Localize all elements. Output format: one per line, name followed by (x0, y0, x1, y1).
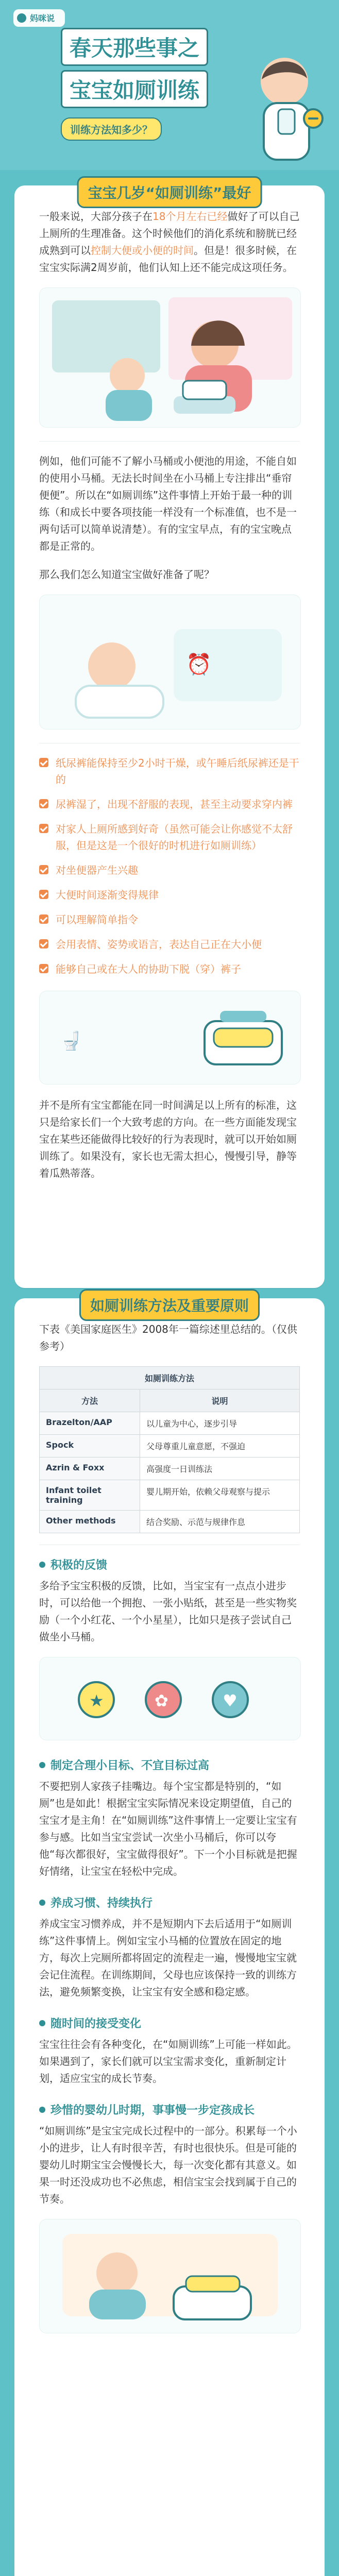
potty-illustration (39, 991, 301, 1084)
flower-icon: ✿ (155, 1691, 168, 1710)
checklist-item: 对家人上厕所感到好奇（虽然可能会让你感觉不太舒服，但是这是一个很好的时机进行如厕训练） (39, 821, 300, 854)
table-body (40, 1412, 300, 1533)
checklist-item: 大便时间逐渐变得规律 (39, 887, 300, 903)
hero-title-line-2: 宝宝如厕训练 (61, 70, 208, 108)
principle-title: 养成习惯、持续执行 (39, 1894, 300, 1910)
principle-item (39, 2102, 300, 2335)
bullet-icon (39, 1762, 45, 1768)
table-row: Infant toilet training 婴儿期开始，依赖父母观察与提示 (40, 1480, 300, 1511)
bullet-icon (39, 1562, 45, 1568)
principle-text: 多给予宝宝积极的反馈，比如，当宝宝有一点点小进步时，可以给他一个拥抱、一张小贴纸，甚至是一些实物奖励（一个小红花、一个小星星），比如只是孩子尝试自己做坐小马桶。 (39, 1580, 297, 1643)
principle-title: 积极的反馈 (39, 1556, 300, 1572)
table-row: Other methods 结合奖励、示范与规律作息 (40, 1511, 300, 1533)
principle-item (39, 1556, 300, 1742)
principle-title: 随时间的接受变化 (39, 2015, 300, 2031)
checklist-item: 尿裤湿了，出现不舒服的表现，甚至主动要求穿内裤 (39, 796, 300, 812)
bullet-icon (39, 2020, 45, 2026)
table-header-method: 方法 (40, 1389, 140, 1412)
clock-icon: ⏰ (186, 653, 212, 676)
p1-text-a: 一般来说，大部分孩子在 (39, 210, 152, 223)
check-icon (39, 939, 48, 948)
potty-icon: 🚽 (60, 1031, 82, 1052)
section-2-tag: 如厕训练方法及重要原则 (79, 1289, 260, 1321)
p1-highlight-b: 控制大便或小便的时间 (91, 244, 194, 257)
check-icon (39, 865, 48, 874)
principle-text: “如厕训练”是宝宝完成长过程中的一部分。积累每一个小小的进步，让人有时很辛苦，有时也很快乐。但是可能的婴幼儿时期宝宝会慢慢长大，每一次变化都有其意义。如果一时还没成功也不必焦虑，相信宝宝会找到属于自己的节奏。 (39, 2125, 297, 2205)
toddler-potty-illustration (39, 287, 301, 428)
doctor-illustration (237, 41, 330, 165)
star-icon: ★ (89, 1691, 104, 1710)
check-icon (39, 824, 48, 833)
checklist-item: 会用表情、姿势或语言，表达自己正在大小便 (39, 936, 300, 953)
principle-text: 不要把别人家孩子挂嘴边。每个宝宝都是特别的，“如厕”也是如此！根据宝宝实际情况来设定期望值，自己的宝宝才是主角！在“如厕训练”这件事情上一定要让宝宝有参与感。比如当宝宝尝试一次坐小马桶后，你可以夸他“每次都很好，宝宝做得很好”。下一个小目标就是把握好情绪，让宝宝在轻松中完成。 (39, 1780, 297, 1877)
principle-title: 制定合理小目标、不宜目标过高 (39, 1757, 300, 1773)
table-title: 如厕训练方法 (40, 1367, 300, 1389)
checklist-item: 对坐便器产生兴趣 (39, 862, 300, 878)
check-icon (39, 914, 48, 924)
table-title-row (40, 1367, 300, 1389)
p1-text-b: 做好了可以自己上厕所的生理准备。这个时候他们的消化系统和膀胱已经成熟到可以 (39, 210, 300, 257)
hero-subtitle: 训练方法知多少？ (61, 117, 162, 141)
checklist-item: 纸尿裤能保持至少2小时干燥，或午睡后纸尿裤还是干的 (39, 755, 300, 788)
principle-item (39, 1894, 300, 2001)
check-icon (39, 964, 48, 973)
section-card-1 (14, 185, 325, 1288)
p1-text-c: 。但是！很多时候，在宝宝实际满2周岁前，他们认知上还不能完成这项任务。 (39, 244, 297, 274)
section-1-paragraph-2: 例如，他们可能不了解小马桶或小便池的用途，不能自如的使用小马桶。无法长时间坐在小马桶上专注排出“垂帘便便”。所以在“如厕训练”这件事情上开始于最一种的训练（和成长中要各项技能一样没有一个标准值，也不是一两句话可以简单说清楚）。有的宝宝早点，有的宝宝晚点都是正常的。 (39, 455, 297, 552)
bullet-icon (39, 1900, 45, 1906)
table-row: Spock 父母尊重儿童意愿，不强迫 (40, 1435, 300, 1458)
check-icon (39, 799, 48, 808)
toddler-on-potty-illustration (39, 2219, 301, 2333)
baby-diaper-illustration (39, 595, 301, 730)
hero-title-box (61, 26, 236, 141)
principle-text: 养成宝宝习惯养成，并不是短期内下去后适用于“如厕训练”这件事情上。例如宝宝小马桶的位置放在固定的地方，每次上完厕所都将固定的流程走一遍，慢慢地宝宝就会记住流程。在训练期间，父母也应该保持一致的训练方法，避免频繁变换，让宝宝有安全感和稳定感。 (39, 1918, 297, 1998)
section-card-2 (14, 1298, 325, 2576)
principle-item (39, 2015, 300, 2087)
table-header-desc: 说明 (140, 1389, 300, 1412)
p1-highlight-a: 18个月左右已经 (152, 210, 228, 223)
section-1-paragraph-3: 那么我们怎么知道宝宝做好准备了呢？ (39, 568, 214, 581)
section-1-divider-1 (39, 441, 300, 442)
section-1-closing: 并不是所有宝宝都能在同一时间满足以上所有的标准，这只是给家长们一个大致考虑的方向。在一些方面能发现宝宝在某些还能做得比较好的行为表现时，就可以开始如厕训练了。如果没有，家长也无需太担心，慢慢引导，静等着瓜熟蒂落。 (39, 1099, 297, 1179)
section-2-intro: 下表《美国家庭医生》2008年一篇综述里总结的。（仅供参考） (39, 1323, 297, 1352)
readiness-checklist (39, 755, 300, 977)
check-icon (39, 758, 48, 767)
heart-icon: ♥ (223, 1691, 238, 1710)
checklist-item: 可以理解简单指令 (39, 911, 300, 928)
training-methods-table (39, 1366, 300, 1533)
section-1-paragraph-1 (39, 208, 300, 276)
principle-text: 宝宝往往会有各种变化，在“如厕训练”上可能一样如此。如果遇到了，家长们就可以宝宝需求变化，重新制定计划，适应宝宝的成长节奏。 (39, 2038, 297, 2084)
table-row: Brazelton/AAP 以儿童为中心，逐步引导 (40, 1412, 300, 1435)
principle-title: 珍惜的婴幼儿时期，事事慢一步定孩成长 (39, 2102, 300, 2117)
brand-logo[interactable] (13, 9, 65, 27)
principle-item (39, 1757, 300, 1880)
checklist-item: 能够自己或在大人的协助下脱（穿）裤子 (39, 961, 300, 977)
section-1-tag: 宝宝几岁“如厕训练”最好 (77, 176, 262, 208)
stickers-illustration (39, 1657, 301, 1740)
hero-title-line-1: 春天那些事之 (61, 28, 208, 66)
table-row: Azrin & Foxx 高强度一日训练法 (40, 1458, 300, 1480)
hero-banner (0, 0, 339, 170)
bullet-icon (39, 2107, 45, 2113)
check-icon (39, 890, 48, 899)
svg-text:妈咪说: 妈咪说 (30, 13, 55, 23)
table-header-row (40, 1389, 300, 1412)
